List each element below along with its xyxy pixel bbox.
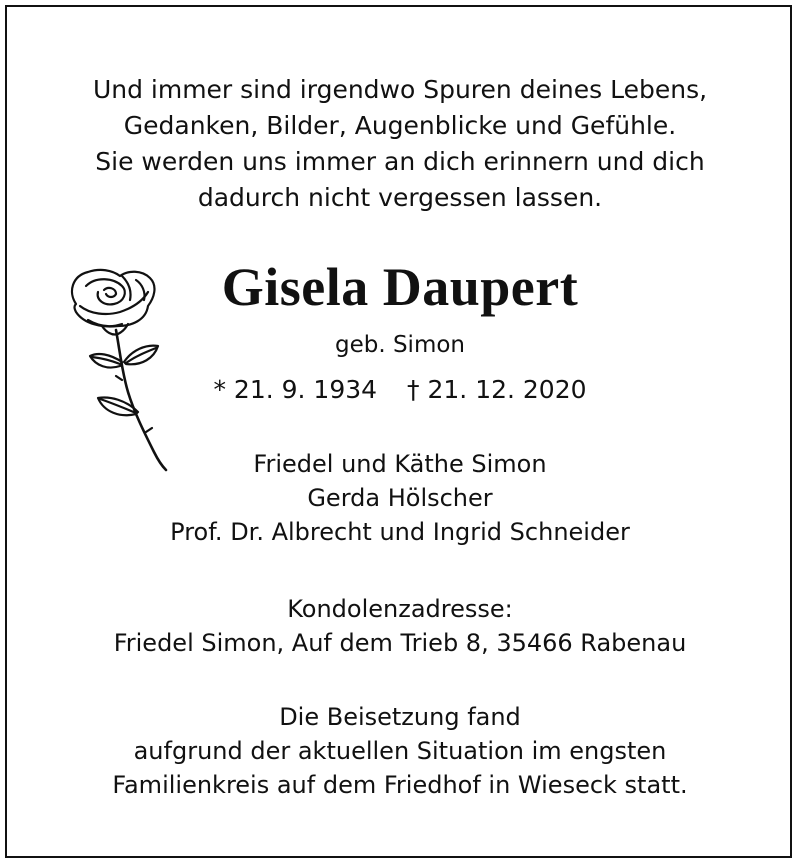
poem-line: Und immer sind irgendwo Spuren deines Lebens, [92, 75, 708, 104]
burial-line: Die Beisetzung fand [279, 703, 521, 731]
poem-line: dadurch nicht vergessen lassen. [197, 183, 603, 212]
condolence-section [0, 592, 800, 660]
burial-line: Familienkreis auf dem Friedhof in Wieseck statt. [112, 771, 688, 799]
mourner-line: Gerda Hölscher [307, 484, 493, 512]
mourner-line: Prof. Dr. Albrecht und Ingrid Schneider [170, 518, 630, 546]
memorial-poem [0, 72, 800, 216]
death-date: † 21. 12. 2020 [407, 375, 587, 404]
condolence-address: Friedel Simon, Auf dem Trieb 8, 35466 Rabenau [113, 629, 687, 657]
life-dates [0, 373, 800, 407]
maiden-name: geb. Simon [334, 332, 465, 358]
condolence-label: Kondolenzadresse: [287, 595, 513, 623]
poem-line: Gedanken, Bilder, Augenblicke und Gefühle. [123, 111, 677, 140]
mourner-line: Friedel und Käthe Simon [253, 450, 547, 478]
burial-line: aufgrund der aktuellen Situation im engsten [133, 737, 667, 765]
mourners-list [0, 447, 800, 549]
burial-notice [0, 700, 800, 802]
poem-line: Sie werden uns immer an dich erinnern und dich [95, 147, 705, 176]
birth-date: * 21. 9. 1934 [213, 375, 378, 404]
deceased-name: Gisela Daupert [221, 257, 579, 317]
